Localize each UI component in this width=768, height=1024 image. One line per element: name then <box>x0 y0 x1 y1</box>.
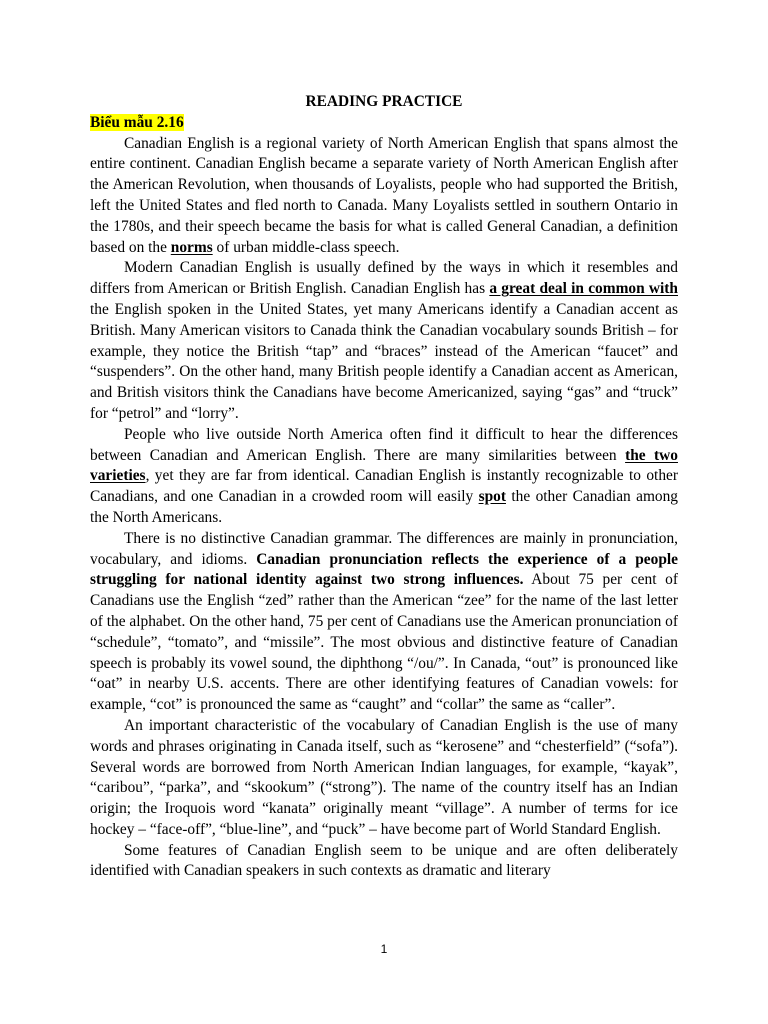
paragraph-text: , yet they are far from identical. Canadian English is instantly recognizable to other Canadians, and one Canadian in a crowded room will easily <box>90 467 678 506</box>
paragraph-text: Canadian English is a regional variety of North American English that spans almost the entire continent. Canadian English became a separate variety of North American English after the American Revolution, when thousands of Loyalists, people who had supported the British, left the United States and fled north to Canada. Many Loyalists settled in southern Ontario in the 1780s, and their speech became the basis for what is called General Canadian, a definition based on the <box>90 134 678 256</box>
paragraph-1 <box>90 134 678 259</box>
paragraph-text: There is no distinctive Canadian grammar. The differences are mainly in pronunciation, vocabulary, and idioms. <box>90 529 678 568</box>
paragraph-4 <box>90 529 678 716</box>
paragraph-2 <box>90 258 678 424</box>
bold-sentence: Canadian pronunciation reflects the experience of a people struggling for national identity against two strong influences. <box>90 550 678 589</box>
paragraph-text: of urban middle-class speech. <box>212 238 400 256</box>
paragraph-text: Modern Canadian English is usually defined by the ways in which it resembles and differs from American or British English. Canadian English has <box>90 259 678 298</box>
document-title: READING PRACTICE <box>305 93 463 110</box>
paragraph-text: the other Canadian among the North Americans. <box>90 488 679 526</box>
form-label <box>90 113 678 134</box>
page-number: 1 <box>380 942 388 956</box>
reading-passage <box>90 134 678 883</box>
paragraph-3 <box>90 425 678 529</box>
paragraph-text: An important characteristic of the vocabulary of Canadian English is the use of many words and phrases originating in Canada itself, such as “kerosene” and “chesterfield” (“sofa”). Several words are borrowed from North American Indian languages, for example, “kayak”, “caribou”, “parka”, and “skookum” (“strong”). The name of the country itself has an Indian origin; the Iroquois word “kanata” originally meant “village”. A number of terms for ice hockey – “face-off”, “blue-line”, and “puck” – have become part of World Standard English. <box>90 716 678 838</box>
form-label-highlight: Biểu mẫu 2.16 <box>90 113 184 131</box>
paragraph-text: About 75 per cent of Canadians use the English “zed” rather than the American “zee” for the name of the last letter of the alphabet. On the other hand, 75 per cent of Canadians use the American pronunciation of “schedule”, “tomato”, and “missile”. The most obvious and distinctive feature of Canadian speech is probably its vowel sound, the diphthong “/ou/”. In Canada, “out” is pronounced like “oat” in nearby U.S. accents. There are other identifying features of Canadian vowels: for example, “cot” is pronounced the same as “caught” and “collar” the same as “caller”. <box>90 571 678 714</box>
paragraph-text: People who live outside North America often find it difficult to hear the differences between Canadian and American English. There are many similarities between <box>90 425 678 464</box>
paragraph-text: Some features of Canadian English seem to be unique and are often deliberately identified with Canadian speakers in such contexts as dramatic and literary <box>90 841 678 880</box>
highlighted-phrase: norms <box>170 238 213 256</box>
paragraph-text: the English spoken in the United States, yet many Americans identify a Canadian accent as British. Many American visitors to Canada think the Canadian vocabulary sounds British – for example, they notice the British “tap” and “braces” instead of the American “faucet” and “suspenders”. On the other hand, many British people identify a Canadian accent as American, and British visitors think the Canadians have become Americanized, saying “gas” and “truck” for “petrol” and “lorry”. <box>90 300 678 422</box>
highlighted-phrase: a great deal in common with <box>489 280 678 298</box>
paragraph-5 <box>90 716 678 841</box>
highlighted-phrase: spot <box>478 488 506 506</box>
document-page <box>90 92 678 882</box>
highlighted-phrase: the two varieties <box>90 446 678 485</box>
paragraph-6 <box>90 841 678 883</box>
